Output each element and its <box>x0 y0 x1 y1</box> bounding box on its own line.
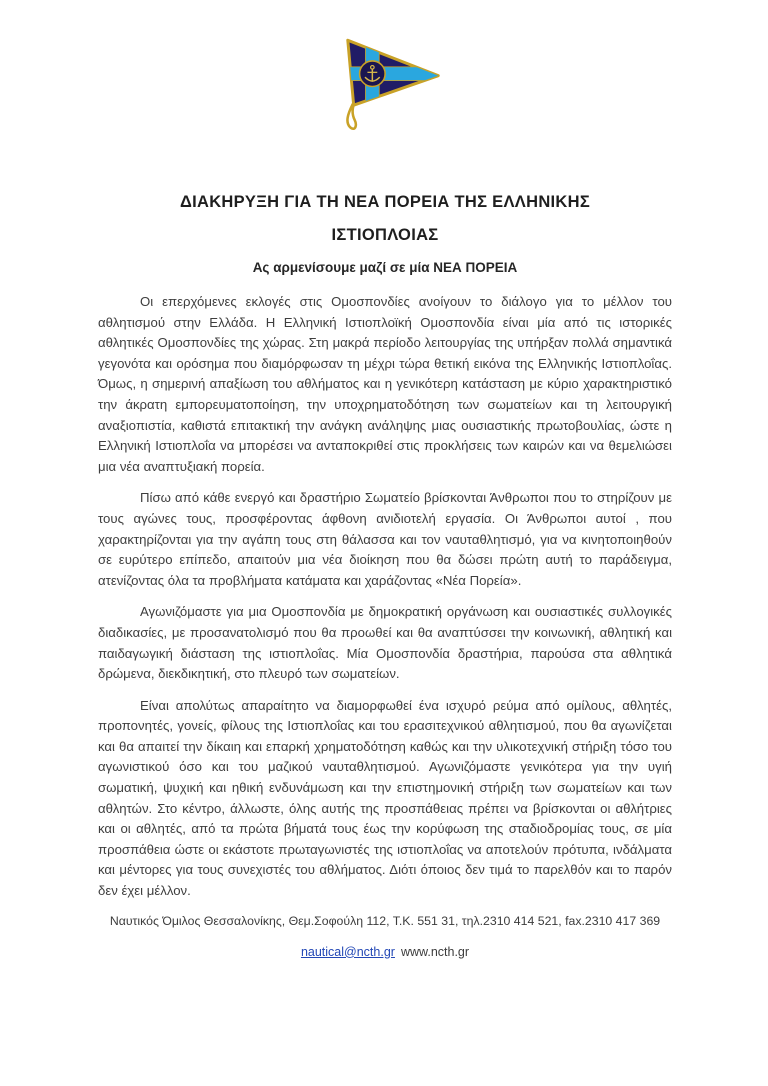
paragraph: Αγωνιζόμαστε για μια Ομοσπονδία με δημοκρατική οργάνωση και ουσιαστικές συλλογικές διαδικασίες, με προσανατολισμό που θα προωθεί και θα αναπτύσσει την κοινωνική, αθλητική και παιδαγωγική διάσταση της ιστιοπλοΐας. Μία Ομοσπονδία δραστήρια, παρούσα στα αθλητικά δρώμενα, διεκδικητική, στο πλευρό των σωματείων. <box>98 604 672 682</box>
document-subtitle: Ας αρμενίσουμε μαζί σε μία ΝΕΑ ΠΟΡΕΙΑ <box>252 260 518 275</box>
website-text: www.ncth.gr <box>400 944 470 959</box>
paragraph: Οι επερχόμενες εκλογές στις Ομοσπονδίες ανοίγουν το διάλογο για το μέλλον του αθλητισμού στην Ελλάδα. Η Ελληνική Ιστιοπλοϊκή Ομοσπονδία είναι μία από τις ιστορικές αθλητικές Ομοσπονδίες της χώρας. Στη μακρά περίοδο λειτουργίας της υπήρξαν πολλά σημαντικά γεγονότα και ορόσημα που διαμόρφωσαν τη μέχρι τώρα θετική εικόνα της Ελληνικής Ιστιοπλοΐας. Όμως, η σημερινή απαξίωση του αθλήματος και η γενικότερη κατάσταση με κύριο χαρακτηριστικό την άκρατη εμπορευματοποίηση, την υποχρηματοδότηση των σωματείων και τη λειτουργική αναξιοπιστία, καθιστά επιτακτική την ανάγκη ανάληψης μιας ουσιαστικής πρωτοβουλίας, ώστε η Ελληνική Ιστιοπλοΐα να μπορέσει να ανταποκριθεί στις προκλήσεις των καιρών και να θεμελιώσει μια νέα αναπτυξιακή πορεία. <box>98 294 672 474</box>
pennant-flag-icon <box>334 34 452 138</box>
document-title-line-2: ΙΣΤΙΟΠΛΟΙΑΣ <box>331 226 439 244</box>
paragraph: Πίσω από κάθε ενεργό και δραστήριο Σωματείο βρίσκονται Άνθρωποι που το στηρίζουν με τους αγώνες τους, προσφέροντας άφθονη ανιδιοτελή εργασία. Οι Άνθρωποι αυτοί , που χαρακτηρίζονται για την αγάπη τους στη θάλασσα και τον ναυταθλητισμό, για να κινητοποιηθούν σε ευρύτερο επίπεδο, απαιτούν μια νέα διοίκηση που θα δώσει πρώτη αυτή το παράδειγμα, ατενίζοντας όλα τα προβλήματα κατάματα και χαράζοντας «Νέα Πορεία». <box>98 490 672 588</box>
anchor-emblem-icon <box>360 61 386 87</box>
footer-address: Ναυτικός Όμιλος Θεσσαλονίκης, Θεμ.Σοφούλη 112, Τ.Κ. 551 31, τηλ.2310 414 521, fax.2310 417 369 <box>109 913 661 928</box>
paragraph-block <box>98 292 672 902</box>
club-burgee-logo <box>0 34 768 138</box>
footer-links <box>98 945 672 959</box>
paragraph: Είναι απολύτως απαραίτητο να διαμορφωθεί ένα ισχυρό ρεύμα από ομίλους, αθλητές, προπονητές, γονείς, φίλους της Ιστιοπλοΐας και του ερασιτεχνικού αθλητισμού, που θα αγωνίζεται και θα απαιτεί την δίκαιη και επαρκή χρηματοδότηση καθώς και την υλικοτεχνική στήριξη τόσο του αγωνιστικού όσο και του μαζικού ναυταθλητισμού. Αγωνιζόμαστε γενικότερα για την υγιή σωματική, ψυχική και ηθική ενδυνάμωση και την επιστημονική στήριξη των σωματείων και των αθλητών. Στο κέντρο, άλλωστε, όλης αυτής της προσπάθειας πρέπει να βρίσκονται οι αθλήτριες και οι αθλητές, από τα πρώτα βήματά τους έως την κορύφωση της σταδιοδρομίας τους, σε μία προσπάθεια ώστε οι εκάστοτε πρωταγωνιστές της ιστιοπλοΐας να αποτελούν πρότυπα, ινδάλματα και μέντορες για τους συνεχιστές του αθλήματος. Διότι όποιος δεν τιμά το παρελθόν και το παρόν δεν έχει μέλλον. <box>98 697 672 899</box>
flag-tail <box>347 104 355 129</box>
document-title-line-1: ΔΙΑΚΗΡΥΞΗ ΓΙΑ ΤΗ ΝΕΑ ΠΟΡΕΙΑ ΤΗΣ ΕΛΛΗΝΙΚΗΣ <box>179 193 591 211</box>
document-body <box>98 186 672 959</box>
email-link[interactable]: nautical@ncth.gr <box>300 944 395 959</box>
